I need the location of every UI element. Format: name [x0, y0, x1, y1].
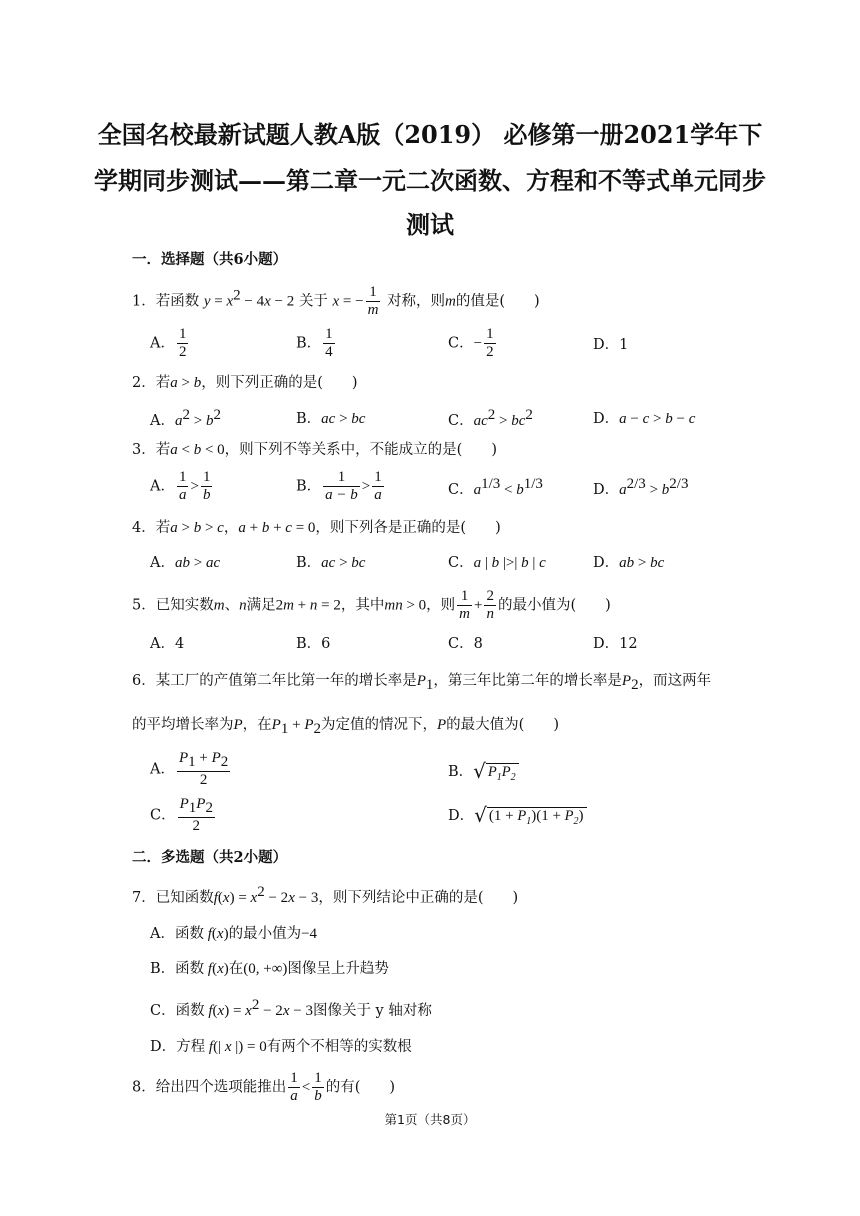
section-heading-choice: 一．选择题（共6小题）: [132, 251, 288, 268]
q7-option-b: B．函数 f(x)在(0, +∞)图像呈上升趋势: [150, 961, 389, 977]
q2-option-a: A．$a^2 > b^2$: [150, 407, 221, 429]
question-6-line-1: 6．某工厂的产值第二年比第一年的增长率是$P_1$，第三年比第二年的增长率是$P_2$，而这两年: [132, 673, 712, 693]
q7-option-c: C．函数 $f(x) = x^2 - 2x - 3$图像关于 y 轴对称: [150, 997, 432, 1019]
question-4: 4．若a > b > c，a + b + c = 0，则下列各是正确的是( ): [132, 520, 501, 536]
question-5: 5．已知实数m、n满足2m + n = 2，其中mn > 0，则 $\frac{1}{m}$ + $\frac{2}{n}$ 的最小值为( ): [132, 588, 611, 622]
q5-option-a: A．4: [150, 636, 185, 652]
q5-option-c: C．8: [448, 636, 483, 652]
q7-option-d: D．方程 f(| x |) = 0有两个不相等的实数根: [150, 1039, 412, 1055]
q6-option-b: B．√ $P_1P_2$: [448, 759, 519, 783]
q3-option-b: B． $\frac{1}{a - b}$ > $\frac{1}{a}$: [296, 469, 382, 503]
q5-option-d: D．12: [593, 636, 638, 652]
q5-option-b: B．6: [296, 636, 331, 652]
q1-option-d: D．1: [593, 337, 629, 353]
page-title-line-2: 学期同步测试——第二章一元二次函数、方程和不等式单元同步: [94, 166, 766, 195]
q4-option-d: D．ab > bc: [593, 555, 665, 571]
question-2: 2．若a > b，则下列正确的是( ): [132, 375, 358, 391]
q4-option-c: C．a | b |>| b | c: [448, 555, 546, 571]
question-7: 7．已知函数$f(x) = x^2 - 2x - 3$，则下列结论中正确的是( ): [132, 884, 519, 906]
page-footer: 第1页（共8页）: [384, 1112, 476, 1127]
q3-option-a: A． $\frac{1}{a}$ > $\frac{1}{b}$: [150, 469, 211, 503]
question-3: 3．若a < b < 0，则下列不等关系中，不能成立的是( ): [132, 442, 497, 458]
page-title-line-3: 测试: [406, 210, 454, 239]
q2-option-b: B．ac > bc: [296, 411, 366, 427]
page-title-line-1: 全国名校最新试题人教A版（2019） 必修第一册2021学年下: [97, 120, 763, 149]
question-6-line-2: 的平均增长率为P，在$P_1 + P_2$为定值的情况下，P的最大值为( ): [132, 717, 559, 737]
q1-option-c: C．− $\frac{1}{2}$: [448, 326, 494, 360]
q6-option-a: A． $\frac{P_1 + P_2}{2}$: [150, 750, 229, 788]
q7-option-a: A．函数 f(x)的最小值为−4: [150, 926, 318, 942]
q2-option-c: C．$ac^2 > bc^2$: [448, 407, 533, 429]
q6-option-d: D．√ $(1 + P_1)(1 + P_2)$: [448, 803, 587, 827]
section-heading-multiple: 二．多选题（共2小题）: [132, 849, 288, 866]
question-1: 1．若函数 $y = x^2 - 4x - 2$ 关于 x = − $\frac{1}{m}$ 对称，则m的值是( ): [132, 284, 540, 318]
q6-option-c: C． $\frac{P_1P_2}{2}$: [150, 796, 213, 834]
q4-option-b: B．ac > bc: [296, 555, 366, 571]
q3-option-c: C．$a^{1/3} < b^{1/3}$: [448, 476, 543, 498]
q4-option-a: A．ab > ac: [150, 555, 221, 571]
q2-option-d: D．a − c > b − c: [593, 411, 696, 427]
question-8: 8．给出四个选项能推出 $\frac{1}{a}$ < $\frac{1}{b}$ 的有( ): [132, 1070, 396, 1104]
q1-option-b: B． $\frac{1}{4}$: [296, 326, 333, 360]
q3-option-d: D．$a^{2/3} > b^{2/3}$: [593, 476, 689, 498]
q1-option-a: A． $\frac{1}{2}$: [150, 326, 187, 360]
